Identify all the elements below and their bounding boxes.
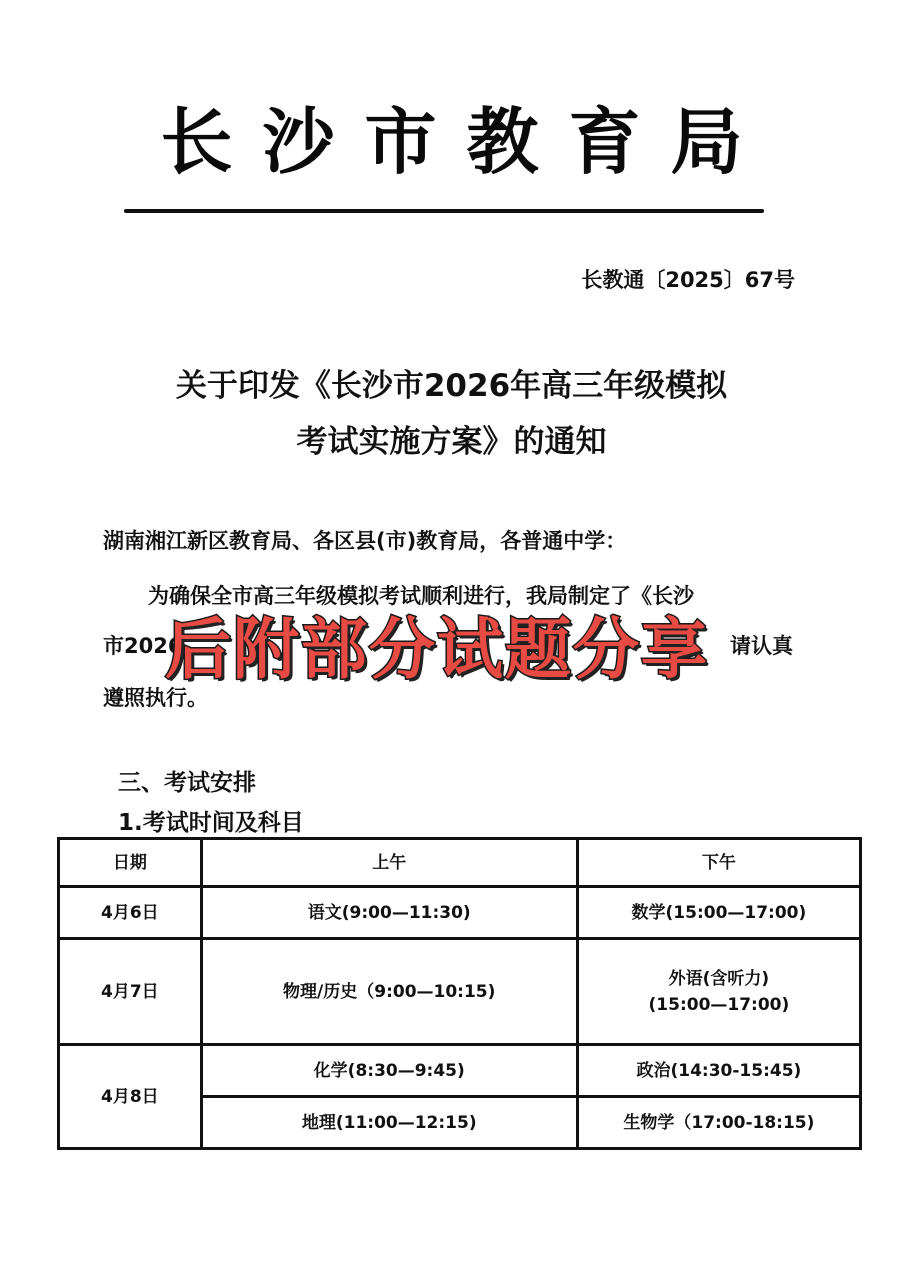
table-row (59, 939, 861, 1045)
exam-schedule-table (57, 837, 862, 1150)
morning-cell: 语文(9:00—11:30) (201, 887, 577, 939)
afternoon-subject: 外语(含听力) (668, 968, 770, 989)
table-row (59, 887, 861, 939)
body-paragraph-line-1: 为确保全市高三年级模拟考试顺利进行，我局制定了《长沙 (148, 584, 694, 608)
table-header-row (59, 839, 861, 887)
date-cell: 4月7日 (59, 939, 202, 1045)
notice-title-line-2: 考试实施方案》的通知 (296, 424, 607, 460)
notice-title-line-1: 关于印发《长沙市2026年高三年级模拟 (175, 368, 728, 404)
date-cell: 4月6日 (59, 887, 202, 939)
date-cell: 4月8日 (59, 1045, 202, 1149)
body-paragraph-line-3: 遵照执行。 (103, 686, 208, 710)
subsection-heading: 1.考试时间及科目 (118, 810, 304, 836)
table-row (59, 1045, 861, 1097)
header-morning: 上午 (201, 839, 577, 887)
afternoon-cell (577, 939, 860, 1045)
afternoon-cell: 数学(15:00—17:00) (577, 887, 860, 939)
header-divider (124, 209, 764, 213)
header-date: 日期 (59, 839, 202, 887)
salutation: 湖南湘江新区教育局、各区县(市)教育局，各普通中学： (103, 529, 627, 553)
afternoon-cell: 政治(14:30-15:45) (577, 1045, 860, 1097)
section-heading: 三、考试安排 (118, 770, 256, 796)
body-line-2-end: 请认真 (730, 634, 793, 658)
afternoon-time: (15:00—17:00) (648, 994, 790, 1015)
morning-cell: 地理(11:00—12:15) (201, 1097, 577, 1149)
body-line-2-start: 市2026 (103, 634, 183, 658)
document-number: 长教通〔2025〕67号 (581, 268, 795, 292)
morning-cell: 化学(8:30—9:45) (201, 1045, 577, 1097)
morning-cell: 物理/历史（9:00—10:15) (201, 939, 577, 1045)
watermark-overlay-banner: 后附部分试题分享 (165, 611, 709, 688)
header-afternoon: 下午 (577, 839, 860, 887)
issuer-title: 长沙市教育局 (160, 99, 773, 184)
afternoon-cell: 生物学（17:00-18:15) (577, 1097, 860, 1149)
